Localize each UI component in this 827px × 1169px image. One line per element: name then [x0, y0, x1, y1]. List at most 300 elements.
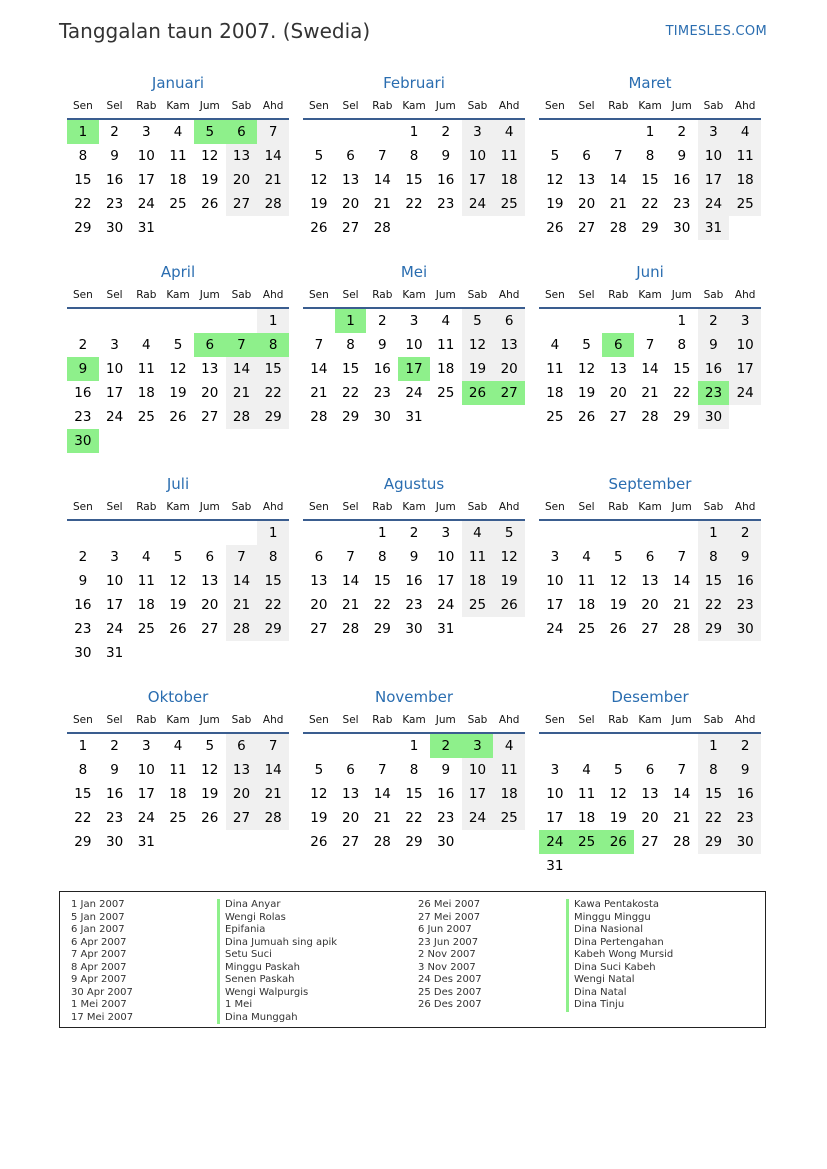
day-cell: 19: [310, 810, 328, 826]
weekend-day-cell: 27: [226, 192, 258, 216]
weekday-label: Kam: [638, 501, 662, 513]
empty-cell: [729, 405, 761, 429]
weekend-day-cell: 30: [698, 405, 730, 429]
weekday-label: Sen: [308, 100, 329, 112]
day-cell: 26: [546, 220, 564, 236]
empty-cell: [602, 854, 634, 878]
day-cell: 17: [546, 597, 564, 613]
day-cell: 20: [341, 810, 360, 826]
week-row: [67, 192, 289, 216]
weekday-label: Jum: [199, 100, 220, 112]
day-cell: 21: [373, 810, 391, 826]
day-cell: 20: [641, 597, 659, 613]
weekday-label: Sab: [703, 501, 724, 513]
weekend-day-cell: 5: [462, 309, 494, 333]
weekday-label: Ahd: [734, 714, 756, 726]
weekday-label: Jum: [435, 501, 456, 513]
month-februari: [303, 71, 525, 240]
day-cell: 26: [577, 409, 596, 425]
day-cell: 6: [645, 762, 655, 778]
day-cell: 14: [341, 573, 360, 589]
weekday-label: Jum: [199, 501, 220, 513]
month-juni: [539, 260, 761, 429]
weekend-day-cell: 1: [698, 734, 730, 758]
day-cell: 21: [673, 810, 691, 826]
weekend-day-cell: 24: [462, 806, 494, 830]
holiday-day-cell: 23: [698, 381, 730, 405]
week-row: [539, 381, 761, 405]
month-juli: [67, 472, 289, 665]
month-name: Desember: [611, 688, 689, 706]
day-cell: 26: [310, 834, 328, 850]
day-cell: 16: [673, 172, 691, 188]
week-row: [303, 216, 525, 240]
day-cell: 21: [641, 385, 659, 401]
weekend-day-cell: 11: [729, 144, 761, 168]
day-cell: 2: [110, 738, 119, 754]
empty-cell: [67, 521, 99, 545]
weekday-label: Ahd: [498, 501, 520, 513]
empty-cell: [257, 216, 289, 240]
weekday-label: Kam: [402, 289, 426, 301]
week-row: [539, 617, 761, 641]
day-cell: 25: [137, 409, 155, 425]
day-cell: 4: [142, 337, 151, 353]
day-cell: 14: [641, 361, 659, 377]
week-row: [303, 593, 525, 617]
month-name: Mei: [400, 263, 428, 281]
legend-date: 6 Jan 2007: [71, 924, 125, 935]
day-cell: 18: [577, 597, 596, 613]
weekend-day-cell: 25: [493, 192, 525, 216]
day-cell: 8: [78, 762, 88, 778]
week-row: [303, 405, 525, 429]
legend-date: 7 Apr 2007: [71, 949, 127, 960]
weekday-label: Rab: [136, 100, 157, 112]
day-cell: 11: [137, 573, 155, 589]
day-cell: 30: [673, 220, 691, 236]
weekday-header: [67, 709, 289, 734]
empty-cell: [539, 120, 571, 144]
empty-cell: [194, 830, 226, 854]
day-cell: 3: [142, 738, 151, 754]
month-september: [539, 472, 761, 641]
weekend-day-cell: 22: [698, 806, 730, 830]
day-cell: 14: [373, 172, 391, 188]
weekend-day-cell: 8: [257, 545, 289, 569]
week-row: [67, 641, 289, 665]
day-cell: 20: [201, 597, 219, 613]
weekday-header: [539, 95, 761, 120]
holiday-day-cell: 9: [67, 357, 99, 381]
week-row: [539, 216, 761, 240]
empty-cell: [335, 734, 367, 758]
day-cell: 17: [137, 786, 155, 802]
day-cell: 8: [409, 148, 419, 164]
weekend-day-cell: 10: [729, 333, 761, 357]
weekend-day-cell: 4: [462, 521, 494, 545]
week-row: [67, 144, 289, 168]
day-cell: 27: [201, 621, 219, 637]
weekend-day-cell: 8: [698, 758, 730, 782]
holiday-day-cell: 1: [67, 120, 99, 144]
week-row: [303, 192, 525, 216]
weekday-label: Sab: [703, 100, 724, 112]
empty-cell: [257, 641, 289, 665]
weekday-label: Sel: [342, 501, 359, 513]
day-cell: 1: [378, 525, 387, 541]
day-cell: 4: [173, 124, 183, 140]
week-row: [303, 782, 525, 806]
day-cell: 7: [378, 148, 387, 164]
day-cell: 27: [341, 834, 360, 850]
weekend-day-cell: 2: [698, 309, 730, 333]
weekday-label: Sab: [231, 501, 252, 513]
legend-date: 3 Nov 2007: [418, 961, 476, 973]
legend-holiday-name: Minggu Minggu: [566, 912, 673, 925]
month-maret: [539, 71, 761, 240]
legend-date: 5 Jan 2007: [71, 911, 125, 923]
day-cell: 23: [437, 196, 455, 212]
weekday-label: Sel: [578, 501, 595, 513]
weekend-day-cell: 21: [226, 593, 258, 617]
month-name: Agustus: [383, 475, 445, 493]
empty-cell: [257, 830, 289, 854]
day-cell: 6: [645, 549, 655, 565]
day-cell: 16: [437, 786, 455, 802]
day-cell: 8: [346, 337, 355, 353]
week-row: [303, 521, 525, 545]
day-cell: 7: [677, 549, 687, 565]
weekend-day-cell: 1: [257, 521, 289, 545]
day-cell: 24: [105, 409, 124, 425]
day-cell: 23: [673, 196, 691, 212]
empty-cell: [729, 854, 761, 878]
day-cell: 17: [137, 172, 155, 188]
week-row: [539, 333, 761, 357]
weekend-day-cell: 19: [462, 357, 494, 381]
day-cell: 1: [645, 124, 655, 140]
day-cell: 16: [437, 172, 455, 188]
day-cell: 5: [314, 762, 324, 778]
holiday-legend: [59, 891, 766, 1028]
weekday-label: Sab: [231, 714, 252, 726]
day-cell: 30: [405, 621, 423, 637]
weekday-label: Jum: [671, 714, 692, 726]
day-cell: 24: [105, 621, 124, 637]
empty-cell: [99, 429, 131, 453]
weekday-label: Sab: [231, 289, 252, 301]
day-cell: 6: [346, 148, 355, 164]
weekday-label: Sel: [342, 100, 359, 112]
week-row: [539, 758, 761, 782]
legend-dates-col-2: [418, 899, 482, 1012]
month-name: November: [374, 688, 454, 706]
legend-holiday-name: Dina Anyar: [217, 899, 337, 912]
week-row: [539, 168, 761, 192]
weekend-day-cell: 11: [462, 545, 494, 569]
day-cell: 2: [78, 337, 88, 353]
day-cell: 15: [373, 573, 391, 589]
weekday-label: Sen: [544, 501, 565, 513]
day-cell: 22: [74, 810, 92, 826]
week-row: [67, 545, 289, 569]
weekend-day-cell: 29: [257, 617, 289, 641]
legend-holiday-name: Epifania: [217, 924, 337, 937]
weekday-label: Sel: [106, 501, 123, 513]
weekday-header: [303, 496, 525, 521]
week-row: [67, 168, 289, 192]
day-cell: 21: [310, 385, 328, 401]
week-row: [67, 806, 289, 830]
day-cell: 28: [673, 834, 691, 850]
week-row: [539, 734, 761, 758]
day-cell: 13: [641, 786, 659, 802]
weekend-day-cell: 13: [226, 144, 258, 168]
weekday-label: Sab: [467, 501, 488, 513]
week-row: [67, 381, 289, 405]
weekend-day-cell: 25: [729, 192, 761, 216]
weekend-day-cell: 20: [226, 782, 258, 806]
legend-date: 8 Apr 2007: [71, 961, 127, 973]
empty-cell: [303, 521, 335, 545]
weekday-label: Rab: [136, 289, 157, 301]
weekend-day-cell: 4: [729, 120, 761, 144]
day-cell: 25: [169, 810, 187, 826]
empty-cell: [366, 734, 398, 758]
day-cell: 30: [105, 834, 124, 850]
weekend-day-cell: 6: [226, 734, 258, 758]
day-cell: 19: [577, 385, 596, 401]
week-row: [67, 734, 289, 758]
day-cell: 14: [310, 361, 328, 377]
week-row: [539, 806, 761, 830]
weekend-day-cell: 21: [257, 168, 289, 192]
week-row: [539, 405, 761, 429]
weekend-day-cell: 30: [729, 830, 761, 854]
legend-date: 27 Mei 2007: [418, 911, 481, 923]
day-cell: 26: [609, 621, 627, 637]
day-cell: 29: [373, 621, 391, 637]
day-cell: 23: [105, 810, 124, 826]
empty-cell: [634, 309, 666, 333]
day-cell: 3: [110, 337, 119, 353]
day-cell: 28: [310, 409, 328, 425]
weekend-day-cell: 10: [462, 144, 494, 168]
week-row: [539, 309, 761, 333]
day-cell: 21: [341, 597, 360, 613]
day-cell: 4: [550, 337, 560, 353]
brand-link[interactable]: TIMESLES.COM: [665, 24, 767, 39]
weekday-label: Jum: [435, 714, 456, 726]
legend-holiday-name: 1 Mei: [217, 999, 337, 1012]
day-cell: 19: [609, 810, 627, 826]
week-row: [303, 357, 525, 381]
day-cell: 9: [78, 573, 88, 589]
day-cell: 25: [546, 409, 564, 425]
weekend-day-cell: 8: [698, 545, 730, 569]
weekday-label: Jum: [435, 100, 456, 112]
empty-cell: [729, 216, 761, 240]
holiday-day-cell: 1: [335, 309, 367, 333]
weekday-label: Rab: [608, 714, 629, 726]
legend-holiday-name: Dina Natal: [566, 987, 673, 1000]
legend-holiday-name: Dina Suci Kabeh: [566, 962, 673, 975]
legend-holiday-name: Senen Paskah: [217, 974, 337, 987]
empty-cell: [493, 617, 525, 641]
day-cell: 19: [310, 196, 328, 212]
day-cell: 27: [310, 621, 328, 637]
legend-names-col-1: [217, 899, 337, 1024]
weekend-day-cell: 15: [698, 782, 730, 806]
empty-cell: [130, 641, 162, 665]
month-desember: [539, 685, 761, 878]
day-cell: 27: [341, 220, 360, 236]
week-row: [67, 120, 289, 144]
weekend-day-cell: 24: [698, 192, 730, 216]
day-cell: 14: [373, 786, 391, 802]
week-row: [539, 120, 761, 144]
weekday-label: Rab: [372, 501, 393, 513]
weekday-label: Rab: [372, 100, 393, 112]
day-cell: 6: [314, 549, 324, 565]
weekend-day-cell: 20: [226, 168, 258, 192]
week-row: [303, 168, 525, 192]
empty-cell: [366, 120, 398, 144]
empty-cell: [430, 216, 462, 240]
empty-cell: [634, 521, 666, 545]
weekend-day-cell: 28: [226, 405, 258, 429]
day-cell: 23: [373, 385, 391, 401]
day-cell: 12: [609, 573, 627, 589]
day-cell: 5: [614, 762, 623, 778]
weekend-day-cell: 19: [493, 569, 525, 593]
empty-cell: [462, 405, 494, 429]
weekday-label: Sel: [342, 714, 359, 726]
day-cell: 9: [441, 762, 451, 778]
weekend-day-cell: 31: [698, 216, 730, 240]
day-cell: 16: [74, 597, 92, 613]
day-cell: 31: [405, 409, 423, 425]
weekend-day-cell: 14: [257, 758, 289, 782]
week-row: [67, 216, 289, 240]
day-cell: 15: [641, 172, 659, 188]
day-cell: 9: [110, 762, 119, 778]
holiday-day-cell: 24: [539, 830, 571, 854]
day-cell: 29: [405, 834, 423, 850]
day-cell: 24: [405, 385, 423, 401]
day-cell: 18: [437, 361, 455, 377]
day-cell: 28: [641, 409, 659, 425]
day-cell: 3: [110, 549, 119, 565]
weekend-day-cell: 9: [729, 758, 761, 782]
weekend-day-cell: 1: [698, 521, 730, 545]
weekend-day-cell: 14: [226, 569, 258, 593]
week-row: [539, 593, 761, 617]
empty-cell: [634, 854, 666, 878]
weekday-label: Ahd: [498, 714, 520, 726]
day-cell: 8: [409, 762, 419, 778]
day-cell: 19: [546, 196, 564, 212]
weekend-day-cell: 18: [729, 168, 761, 192]
weekend-day-cell: 4: [493, 734, 525, 758]
weekday-label: Rab: [608, 501, 629, 513]
day-cell: 10: [437, 549, 455, 565]
empty-cell: [571, 309, 603, 333]
empty-cell: [462, 216, 494, 240]
week-row: [67, 569, 289, 593]
day-cell: 23: [437, 810, 455, 826]
day-cell: 8: [78, 148, 88, 164]
month-april: [67, 260, 289, 453]
weekday-label: Sen: [72, 714, 93, 726]
month-name: Juni: [636, 263, 664, 281]
day-cell: 22: [341, 385, 360, 401]
day-cell: 5: [582, 337, 591, 353]
weekend-day-cell: 16: [698, 357, 730, 381]
weekday-label: Kam: [166, 289, 190, 301]
day-cell: 15: [74, 786, 92, 802]
day-cell: 13: [341, 172, 360, 188]
month-name: Oktober: [147, 688, 209, 706]
day-cell: 15: [405, 786, 423, 802]
weekday-label: Sen: [308, 289, 329, 301]
legend-holiday-name: Dina Tinju: [566, 999, 673, 1012]
week-row: [539, 545, 761, 569]
empty-cell: [571, 120, 603, 144]
empty-cell: [602, 309, 634, 333]
day-cell: 21: [673, 597, 691, 613]
day-cell: 16: [405, 573, 423, 589]
month-name: Januari: [151, 74, 205, 92]
week-row: [67, 405, 289, 429]
weekday-label: Sen: [308, 714, 329, 726]
weekday-label: Rab: [608, 100, 629, 112]
weekend-day-cell: 9: [698, 333, 730, 357]
day-cell: 30: [105, 220, 124, 236]
holiday-day-cell: 25: [571, 830, 603, 854]
day-cell: 1: [677, 313, 687, 329]
month-oktober: [67, 685, 289, 854]
weekend-day-cell: 18: [493, 168, 525, 192]
legend-date: 25 Des 2007: [418, 986, 482, 998]
week-row: [303, 545, 525, 569]
weekday-header: [303, 709, 525, 734]
weekend-day-cell: 11: [493, 144, 525, 168]
legend-date: 17 Mei 2007: [71, 1011, 134, 1023]
empty-cell: [493, 216, 525, 240]
weekend-day-cell: 18: [493, 782, 525, 806]
empty-cell: [226, 521, 258, 545]
day-cell: 29: [74, 220, 92, 236]
day-cell: 14: [673, 786, 691, 802]
weekend-day-cell: 17: [729, 357, 761, 381]
day-cell: 25: [137, 621, 155, 637]
day-cell: 13: [641, 573, 659, 589]
week-row: [539, 830, 761, 854]
empty-cell: [493, 830, 525, 854]
day-cell: 28: [373, 220, 391, 236]
day-cell: 19: [201, 786, 219, 802]
weekend-day-cell: 24: [729, 381, 761, 405]
day-cell: 13: [310, 573, 328, 589]
day-cell: 19: [201, 172, 219, 188]
day-cell: 18: [169, 172, 187, 188]
weekday-label: Ahd: [498, 100, 520, 112]
day-cell: 29: [673, 409, 691, 425]
holiday-day-cell: 27: [493, 381, 525, 405]
weekday-label: Jum: [199, 289, 220, 301]
